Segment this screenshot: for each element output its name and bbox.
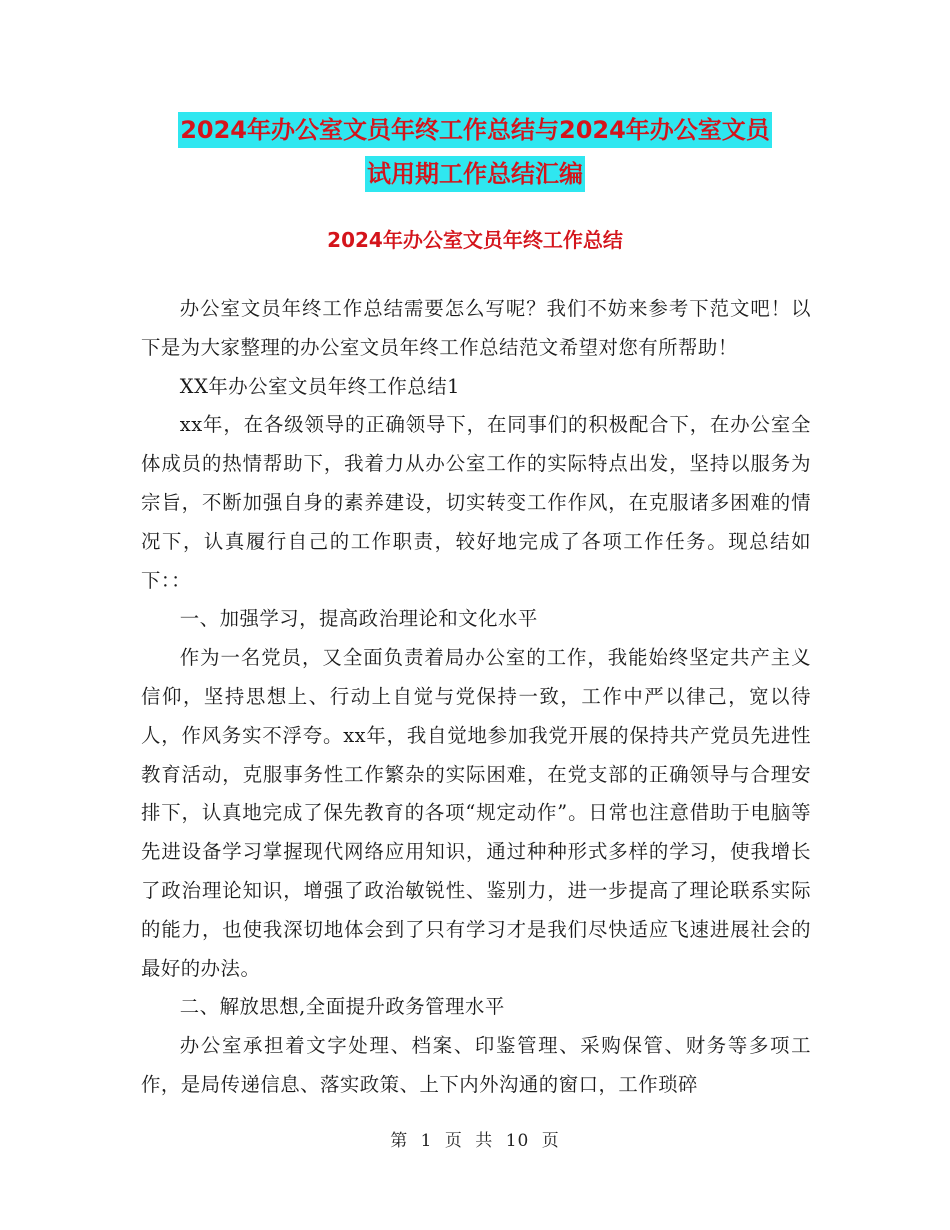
section-heading: 一、加强学习，提高政治理论和文化水平	[179, 607, 538, 631]
body-paragraph: 办公室文员年终工作总结需要怎么写呢？我们不妨来参考下范文吧！以下是为大家整理的办公室文员年终工作总结范文希望对您有所帮助！	[141, 297, 811, 359]
document-title-line-1	[140, 114, 810, 146]
section-title: 2024年办公室文员年终工作总结	[327, 228, 623, 252]
body-paragraph: 作为一名党员，又全面负责着局办公室的工作，我能始终坚定共产主义信仰，坚持思想上、行动上自觉与党保持一致，工作中严以律己，宽以待人，作风务实不浮夸。xx年，我自觉地参加我党开展的保持共产党员先进性教育活动，克服事务性工作繁杂的实际困难，在党支部的正确领导与合理安排下，认真地完成了保先教育的各项“规定动作”。日常也注意借助于电脑等先进设备学习掌握现代网络应用知识，通过种种形式多样的学习，使我增长了政治理论知识，增强了政治敏锐性、鉴别力，进一步提高了理论联系实际的能力，也使我深切地体会到了只有学习才是我们尽快适应飞速进展社会的最好的办法。	[141, 646, 811, 980]
body-paragraph: xx年，在各级领导的正确领导下，在同事们的积极配合下，在办公室全体成员的热情帮助下，我着力从办公室工作的实际特点出发，坚持以服务为宗旨，不断加强自身的素养建设，切实转变工作作风，在克服诸多困难的情况下，认真履行自己的工作职责，较好地完成了各项工作任务。现总结如下：：	[141, 413, 811, 592]
page-number-footer: 第 1 页 共 10 页	[390, 1131, 560, 1151]
document-title-highlight-2: 试用期工作总结汇编	[365, 156, 585, 192]
section-heading: 二、解放思想,全面提升政务管理水平	[179, 995, 505, 1019]
body-paragraph: XX年办公室文员年终工作总结1	[179, 374, 460, 398]
document-title-line-2	[140, 158, 810, 190]
body-paragraph: 办公室承担着文字处理、档案、印鉴管理、采购保管、财务等多项工作，是局传递信息、落实政策、上下内外沟通的窗口，工作琐碎	[141, 1034, 811, 1096]
document-title-highlight-1: 2024年办公室文员年终工作总结与2024年办公室文员	[178, 112, 772, 148]
document-body	[141, 290, 811, 1105]
